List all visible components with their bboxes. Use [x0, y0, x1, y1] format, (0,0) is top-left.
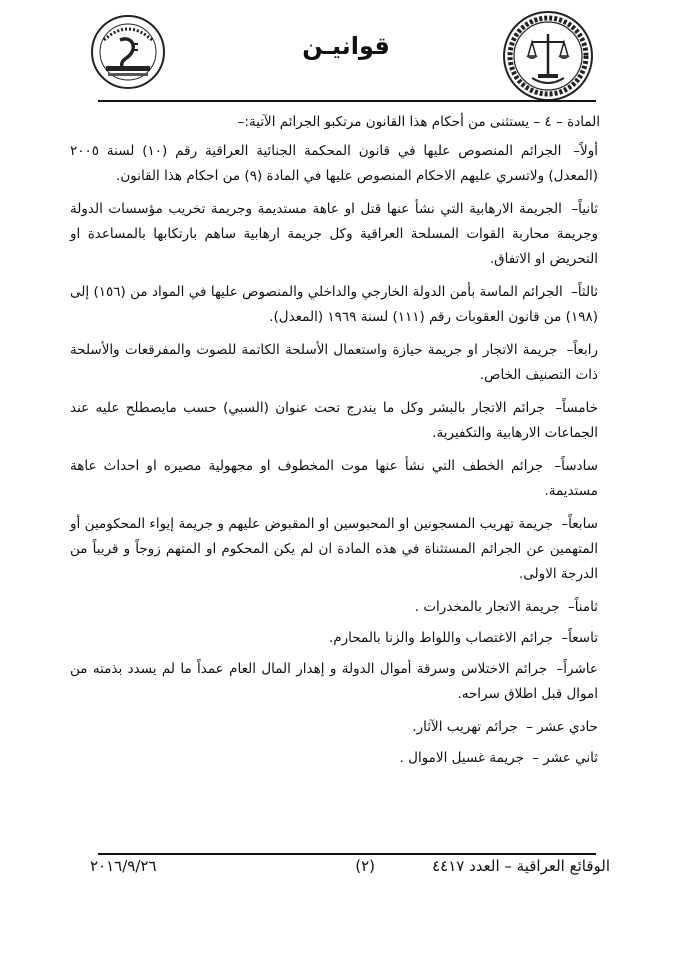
page-header	[0, 0, 693, 104]
ministry-of-justice-logo-icon	[502, 10, 594, 102]
clause-text: جرائم الاتجار بالبشر وكل ما يندرج تحت عنوان (السبي) حسب مايصطلح عليه عند الجماعات الارهابية والتكفيرية.	[70, 400, 598, 441]
clause-label: سابعاً–	[557, 516, 598, 532]
clause-label: ثامناً–	[563, 599, 598, 615]
clause-4	[70, 338, 600, 388]
clause-label: عاشراً–	[551, 661, 598, 677]
clause-1	[70, 139, 600, 189]
page-number: (٢)	[355, 857, 375, 875]
page-footer	[90, 857, 610, 885]
clause-text: الجرائم الماسة بأمن الدولة الخارجي والداخلي والمنصوص عليها في المواد من (١٥٦) إلى (١٩٨) من قانون العقوبات رقم (١١١) لسنة ١٩٦٩ (المعدل).	[70, 284, 598, 325]
clause-8	[70, 595, 600, 620]
article-heading: المادة – ٤ – يستثنى من أحكام هذا القانون مرتكبو الجرائم الآتية:–	[237, 114, 600, 130]
article-body	[70, 110, 600, 777]
iraqi-gazette-logo-icon	[90, 14, 166, 90]
clause-text: جرائم الاختلاس وسرقة أموال الدولة و إهدار المال العام عمداً ما لم يسدد بذمته من اموال قبل اطلاق سراحه.	[70, 661, 598, 702]
clause-5	[70, 396, 600, 446]
clause-label: حادي عشر –	[521, 719, 598, 735]
clause-label: ثاني عشر –	[527, 750, 598, 766]
clause-12	[70, 746, 600, 771]
header-divider	[98, 100, 596, 102]
clause-label: ثالثاً–	[566, 284, 598, 300]
clause-text: الجريمة الارهابية التي نشأ عنها قتل او عاهة مستديمة وجريمة تخريب مؤسسات الدولة وجريمة محاربة القوات المسلحة العراقية وكل جريمة ارهابية ساهم بارتكابها بالمساعدة او التحريض او الاتفاق.	[70, 201, 598, 267]
clause-label: سادساً–	[547, 458, 598, 474]
clause-6	[70, 454, 600, 504]
clause-text: جريمة الاتجار بالمخدرات .	[414, 599, 560, 615]
clause-9	[70, 626, 600, 651]
clause-label: رابعاً–	[561, 342, 598, 358]
clause-11	[70, 715, 600, 740]
clause-10	[70, 657, 600, 707]
clause-text: الجرائم المنصوص عليها في قانون المحكمة الجنائية العراقية رقم (١٠) لسنة ٢٠٠٥ (المعدل) ولاتسري عليهم الاحكام المنصوص عليها في المادة (٩) من احكام هذا القانون.	[70, 143, 598, 184]
gazette-issue: الوقائع العراقية – العدد ٤٤١٧	[432, 857, 610, 875]
section-title: قوانيـن	[302, 32, 390, 60]
clause-3	[70, 280, 600, 330]
clause-label: ثانياً–	[565, 201, 598, 217]
clause-text: جريمة الاتجار او جريمة حيازة واستعمال الأسلحة الكاتمة للصوت والمفرقعات والأسلحة ذات التصنيف الخاص.	[70, 342, 598, 383]
clause-text: جريمة تهريب المسجونين او المحبوسين او المقبوض عليهم و جريمة إيواء المحكومين أو المتهمين عن الجرائم المستثناة في هذه المادة ان لم يكن المحكوم او المتهم زوجاً و قريباً من الدرجة الاولى.	[70, 516, 598, 582]
clause-text: جرائم تهريب الآثار.	[412, 719, 518, 735]
footer-divider	[98, 853, 596, 855]
clause-label: خامساً–	[549, 400, 599, 416]
clause-text: جريمة غسيل الاموال .	[399, 750, 524, 766]
clause-text: جرائم الاغتصاب واللواط والزنا بالمحارم.	[329, 630, 554, 646]
clause-label: تاسعاً–	[557, 630, 598, 646]
issue-date: ٢٠١٦/٩/٢٦	[90, 857, 157, 875]
clause-text: جرائم الخطف التي نشأ عنها موت المخطوف او مجهولية مصيره او احداث عاهة مستديمة.	[70, 458, 598, 499]
clause-2	[70, 197, 600, 272]
clause-7	[70, 512, 600, 587]
clause-label: أولاً–	[565, 143, 598, 159]
